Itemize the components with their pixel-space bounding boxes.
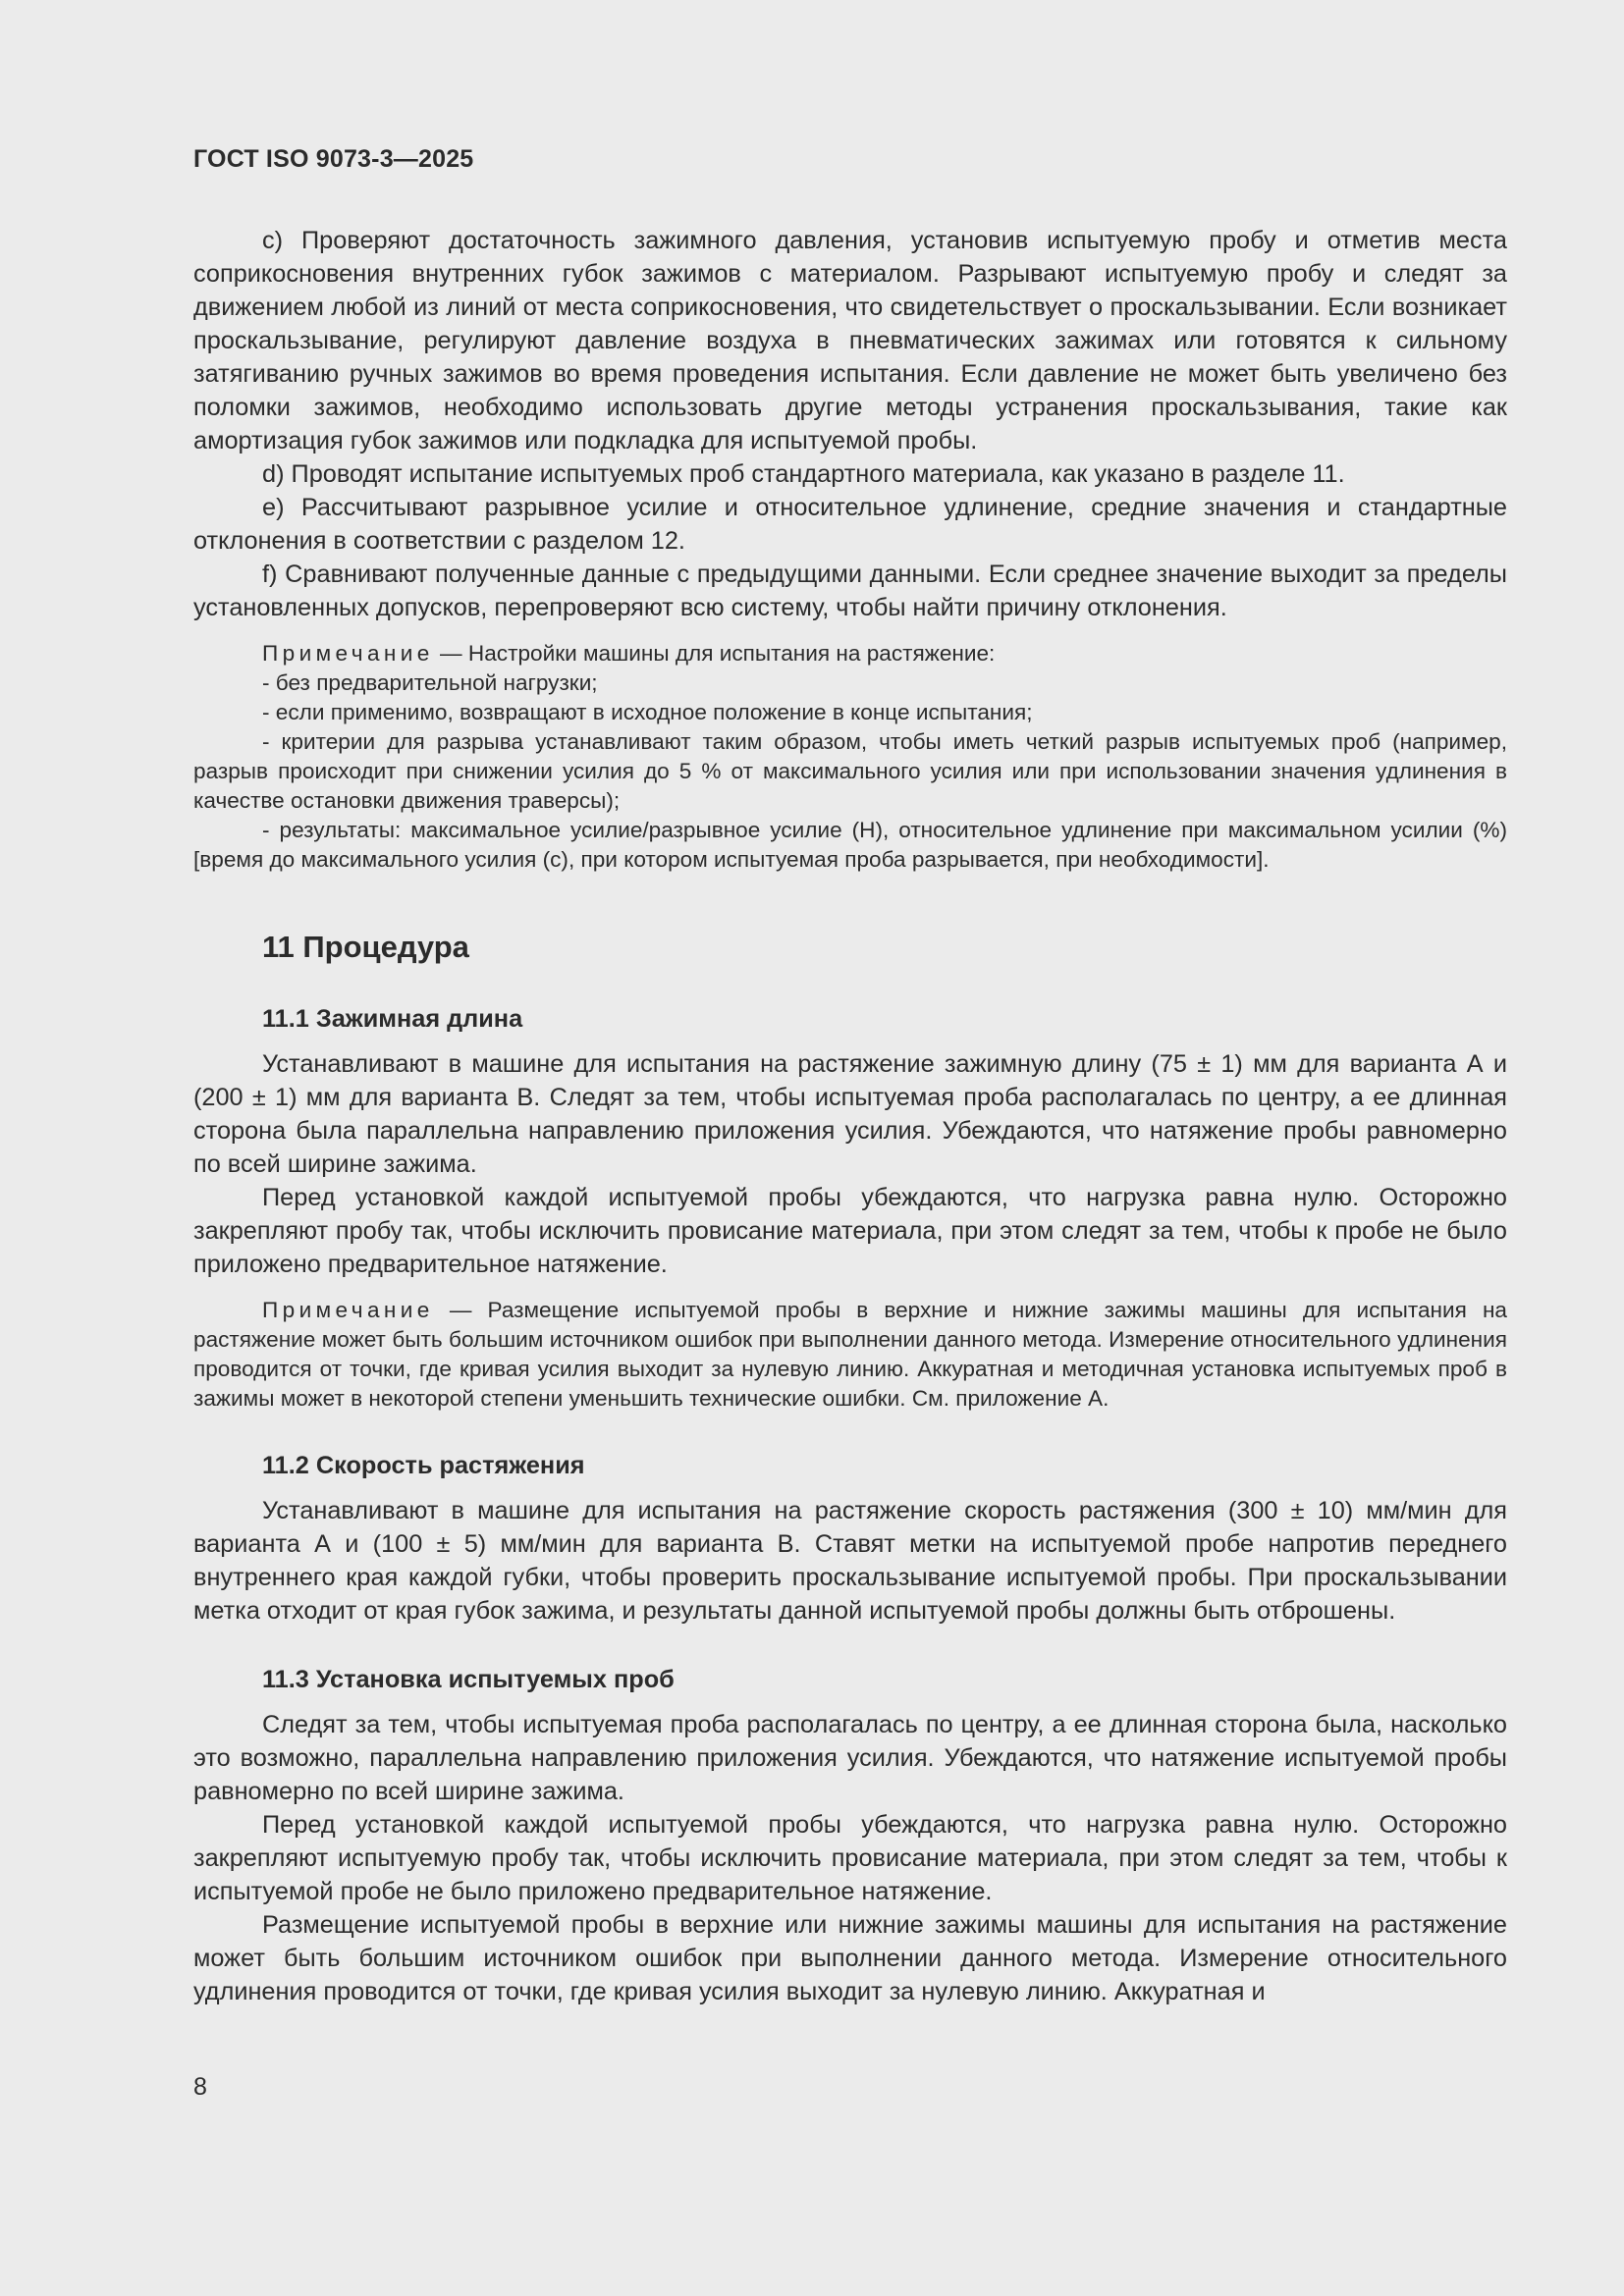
list-item-d: d) Проводят испытание испытуемых проб стандартного материала, как указано в разделе 11. [262,460,1345,488]
note-machine-settings [193,639,1507,875]
note-label: Примечание [262,641,434,666]
page-number: 8 [193,2073,207,2101]
note-intro: — Настройки машины для испытания на растяжение: [433,641,996,666]
document-header-title: ГОСТ ISO 9073-3—2025 [193,145,474,173]
paragraph: Устанавливают в машине для испытания на растяжение скорость растяжения (300 ± 10) мм/мин для варианта А и (100 ± 5) мм/мин для варианта В. Ставят метки на испытуемой пробе напротив переднего внутреннего края каждой губки, чтобы проверить проскальзывание испытуемой пробы. При проскальзывании метка отходит от края губок зажима, и результаты данной испытуемой пробы должны быть отброшены. [193,1497,1507,1625]
note-list-item: - результаты: максимальное усилие/разрывное усилие (Н), относительное удлинение при максимальном усилии (%) [время до максимального усилия (с), при котором испытуемая проба разрывается, при необходимости]. [193,818,1507,872]
subsection-11-1-title: 11.1 Зажимная длина [262,1005,523,1033]
note-clamping [193,1296,1507,1414]
section-11-title: 11 Процедура [262,930,469,964]
note-list-item: - если применимо, возвращают в исходное положение в конце испытания; [262,700,1033,724]
note-text [193,1296,1507,1414]
note-list-item: - критерии для разрыва устанавливают таким образом, чтобы иметь четкий разрыв испытуемых проб (например, разрыв происходит при снижении усилия до 5 % от максимального усилия или при использовании значения удлинения в качестве остановки движения траверсы); [193,729,1507,813]
note-body: — Размещение испытуемой пробы в верхние и нижние зажимы машины для испытания на растяжение может быть большим источником ошибок при выполнении данного метода. Измерение относительного удлинения проводится от точки, где кривая усилия выходит за нулевую линию. Аккуратная и методичная установка испытуемых проб в зажимы может в некоторой степени уменьшить технические ошибки. См. приложение А. [193,1298,1507,1411]
note-intro-line [193,639,1507,668]
subsection-11-2-title: 11.2 Скорость растяжения [262,1452,585,1479]
page-content [193,224,1507,2008]
paragraph: Устанавливают в машине для испытания на растяжение зажимную длину (75 ± 1) мм для варианта А и (200 ± 1) мм для варианта В. Следят за тем, чтобы испытуемая проба располагалась по центру, а ее длинная сторона была параллельна направлению приложения усилия. Убеждаются, что натяжение пробы равномерно по всей ширине зажима. [193,1050,1507,1178]
list-item-c: c) Проверяют достаточность зажимного давления, установив испытуемую пробу и отметив места соприкосновения внутренних губок зажимов с материалом. Разрывают испытуемую пробу и следят за движением любой из линий от места соприкосновения, что свидетельствует о проскальзывании. Если возникает проскальзывание, регулируют давление воздуха в пневматических зажимах или готовятся к сильному затягиванию ручных зажимов во время проведения испытания. Если давление не может быть увеличено без поломки зажимов, необходимо использовать другие методы устранения проскальзывания, такие как амортизация губок зажимов или подкладка для испытуемой пробы. [193,227,1507,454]
paragraph: Перед установкой каждой испытуемой пробы убеждаются, что нагрузка равна нулю. Осторожно закрепляют испытуемую пробу так, чтобы исключить провисание материала, при этом следят за тем, чтобы к испытуемой пробе не было приложено предварительное натяжение. [193,1811,1507,1905]
paragraph: Перед установкой каждой испытуемой пробы убеждаются, что нагрузка равна нулю. Осторожно закрепляют пробу так, чтобы исключить провисание материала, при этом следят за тем, чтобы к пробе не было приложено предварительное натяжение. [193,1184,1507,1278]
subsection-11-3-title: 11.3 Установка испытуемых проб [262,1666,675,1693]
paragraph: Размещение испытуемой пробы в верхние или нижние зажимы машины для испытания на растяжение может быть большим источником ошибок при выполнении данного метода. Измерение относительного удлинения проводится от точки, где кривая усилия выходит за нулевую линию. Аккуратная и [193,1911,1507,2005]
note-list-item: - без предварительной нагрузки; [262,670,598,695]
paragraph: Следят за тем, чтобы испытуемая проба располагалась по центру, а ее длинная сторона была, насколько это возможно, параллельна направлению приложения усилия. Убеждаются, что натяжение испытуемой пробы равномерно по всей ширине зажима. [193,1711,1507,1805]
list-item-f: f) Сравнивают полученные данные с предыдущими данными. Если среднее значение выходит за пределы установленных допусков, перепроверяют всю систему, чтобы найти причину отклонения. [193,561,1507,621]
note-label: Примечание [262,1298,434,1322]
list-item-e: e) Рассчитывают разрывное усилие и относительное удлинение, средние значения и стандартные отклонения в соответствии с разделом 12. [193,494,1507,555]
